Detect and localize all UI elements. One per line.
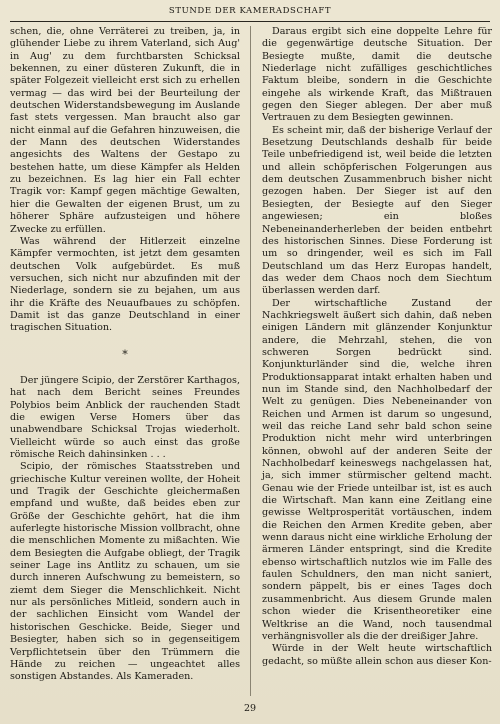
right-paragraph-4: Würde in der Welt heute wirtschaftlich gedacht, so müßte allein schon aus dieser Kon-	[262, 643, 492, 667]
column-rule	[250, 26, 251, 696]
right-column	[262, 26, 492, 668]
left-paragraph-4: Scipio, der römisches Staatsstreben und griechische Kultur vereinen wollte, der Hoheit und Tragik der Geschichte gleichermaßen empfand und wußte, daß beides eben zur Größe der Geschichte gehört, hat die ihm auferlegte historische Mission vollbracht, ohne die menschlichen Momente zu mißachten. Wie dem Besiegten die Aufgabe obliegt, der Tragik seiner Lage ins Antlitz zu schauen, um sie durch inneren Aufschwung zu bemeistern, so ziemt dem Sieger die Menschlichkeit. Nicht nur als persönliches Mitleid, sondern auch in der sachlichen Einsicht vom Wandel der historischen Geschicke. Beide, Sieger und Besiegter, haben sich so in gegenseitigem Verpflichtetsein über den Trümmern die Hände zu reichen — ungeachtet alles sonstigen Abstandes. Als Kameraden.	[10, 461, 240, 683]
right-paragraph-3: Der wirtschaftliche Zustand der Nachkriegswelt äußert sich dahin, daß neben einigen Ländern mit glänzender Konjunktur andere, die Mehrzahl, stehen, die von schweren Sorgen bedrückt sind. Konjunkturländer sind die, welche ihren Produktionsapparat intakt erhalten haben und nun im Stande sind, den Nachholbedarf der Welt zu genügen. Dies Nebeneinander von Reichen und Armen ist darum so ungesund, weil das reiche Land sehr bald schon seine Produktion nicht mehr wird unterbringen können, obwohl auf der anderen Seite der Nachholbedarf keineswegs nachgelassen hat, ja, sich immer stürmischer geltend macht. Genau wie der Friede unteilbar ist, ist es auch die Wirtschaft. Man kann eine Zeitlang eine gewisse Weltprosperität vortäuschen, indem die Reichen den Armen Kredite geben, aber wenn daraus nicht eine wirkliche Erholung der ärmeren Länder entspringt, sind die Kredite ebenso wirtschaftlich nutzlos wie im Falle des faulen Schuldners, den man nicht saniert, sondern päppelt, bis er eines Tages doch zusammenbricht. Aus diesem Grunde malen schon wieder die Krisentheoretiker eine Weltkrise an die Wand, noch tausendmal verhängnisvoller als die der dreißiger Jahre.	[262, 297, 492, 642]
page-number: 29	[243, 703, 257, 714]
section-divider-asterisk: *	[122, 347, 128, 361]
left-paragraph-2: Was während der Hitlerzeit einzelne Kämpfer vermochten, ist jetzt dem gesamten deutschen Volk aufgebürdet. Es muß versuchen, sich nicht nur abzufinden mit der Niederlage, sondern sie zu bejahen, um aus ihr die Kräfte des Neuaufbaues zu schöpfen. Damit ist das ganze Deutschland in einer tragischen Situation.	[10, 235, 240, 334]
running-title: STUNDE DER KAMERADSCHAFT	[168, 6, 332, 16]
left-paragraph-3: Der jüngere Scipio, der Zerstörer Karthagos, hat nach dem Bericht seines Freundes Polybios beim Anblick der rauchenden Stadt die ewigen Verse Homers über das unabwendbare Schicksal Trojas wiederholt. Vielleicht würde so auch einst das große römische Reich dahinsinken . . .	[10, 374, 240, 460]
header-rule	[10, 21, 490, 22]
left-paragraph-1: schen, die, ohne Verräterei zu treiben, ja, in glühender Liebe zu ihrem Vaterland, sich Aug' in Aug' zu dem furchtbarsten Schicksal bekennen, zu einer düsteren Zukunft, die in später Folgezeit vielleicht erst sich zu erhellen vermag — das wird bei der Beurteilung der deutschen Widerstandsbewegung im Auslande fast stets vergessen. Man braucht also gar nicht einmal auf die Gefahren hinzuweisen, die der Mann des deutschen Widerstandes angesichts des Waltens der Gestapo zu bestehen hatte, um diese Kämpfer als Helden zu bezeichnen. Es lag hier ein Fall echter Tragik vor: Kampf gegen mächtige Gewalten, hier die Gewalten der eigenen Brust, um zu höherer Sphäre aufzusteigen und höhere Zwecke zu erfüllen.	[10, 26, 240, 235]
left-column	[10, 26, 240, 684]
right-paragraph-1: Daraus ergibt sich eine doppelte Lehre für die gegenwärtige deutsche Situation. Der Besiegte mußte, damit die deutsche Niederlage nicht zufälliges geschichtliches Faktum bleibe, sondern in die Geschichte eingehe als wirkende Kraft, das Mißtrauen gegen den Sieger ablegen. Der aber muß Vertrauen zu dem Besiegten gewinnen.	[262, 26, 492, 124]
right-paragraph-2: Es scheint mir, daß der bisherige Verlauf der Besetzung Deutschlands deshalb für beide Teile unbefriedigend ist, weil beide die letzten und allein schöpferischen Folgerungen aus dem deutschen Zusammenbruch bisher nicht gezogen haben. Der Sieger ist auf den Besiegten, der Besiegte auf den Sieger angewiesen; ein bloßes Nebeneinanderherleben der beiden entbehrt des historischen Sinnes. Diese Forderung ist um so dringender, weil es sich im Fall Deutschland um das Herz Europas handelt, das weder dem Chaos noch dem Siechtum überlassen werden darf.	[262, 124, 492, 297]
